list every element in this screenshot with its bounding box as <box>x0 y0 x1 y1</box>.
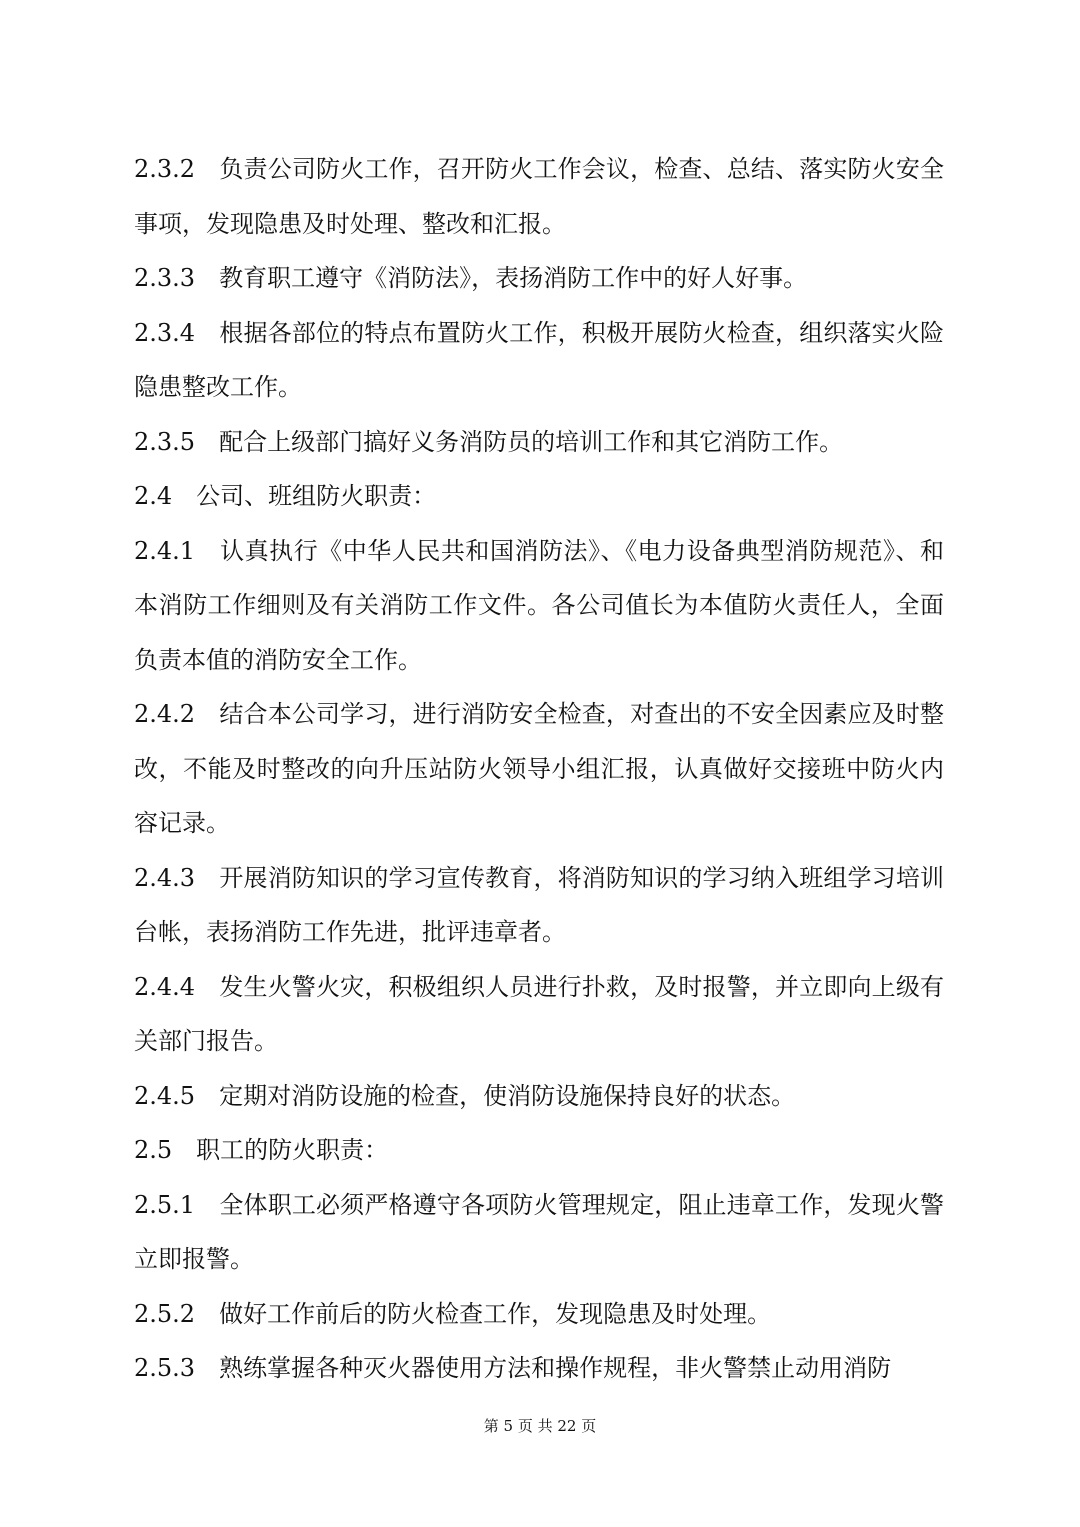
page-number-footer: 第 5 页 共 22 页 <box>483 1417 597 1435</box>
paragraph-2-5-3: 2.5.3 熟练掌握各种灭火器使用方法和操作规程，非火警禁止动用消防 <box>134 1354 892 1382</box>
paragraph-2-3-3: 2.3.3 教育职工遵守《消防法》，表扬消防工作中的好人好事。 <box>134 264 808 292</box>
paragraph-2-4-2: 2.4.2 结合本公司学习，进行消防安全检查，对查出的不安全因素应及时整改，不能及时整改的向升压站防火领导小组汇报，认真做好交接班中防火内容记录。 <box>134 700 944 837</box>
paragraph-2-4-1: 2.4.1 认真执行《中华人民共和国消防法》、《电力设备典型消防规范》、和本消防工作细则及有关消防工作文件。各公司值长为本值防火责任人，全面负责本值的消防安全工作。 <box>134 536 944 674</box>
paragraph-2-3-4: 2.3.4 根据各部位的特点布置防火工作，积极开展防火检查，组织落实火险隐患整改工作。 <box>134 318 944 401</box>
section-heading-2-5: 2.5 职工的防火职责： <box>134 1136 389 1164</box>
paragraph-2-4-3: 2.4.3 开展消防知识的学习宣传教育，将消防知识的学习纳入班组学习培训台帐，表扬消防工作先进，批评违章者。 <box>134 863 944 946</box>
paragraph-2-5-1: 2.5.1 全体职工必须严格遵守各项防火管理规定，阻止违章工作，发现火警立即报警。 <box>134 1190 944 1273</box>
document-body <box>134 142 944 1396</box>
paragraph-2-5-2: 2.5.2 做好工作前后的防火检查工作，发现隐患及时处理。 <box>134 1299 772 1328</box>
paragraph-2-4-4: 2.4.4 发生火警火灾，积极组织人员进行扑救，及时报警，并立即向上级有关部门报告。 <box>134 972 944 1055</box>
section-heading-2-4: 2.4 公司、班组防火职责： <box>134 482 437 510</box>
paragraph-2-3-5: 2.3.5 配合上级部门搞好义务消防员的培训工作和其它消防工作。 <box>134 427 844 456</box>
paragraph-2-4-5: 2.4.5 定期对消防设施的检查，使消防设施保持良好的状态。 <box>134 1081 796 1110</box>
paragraph-2-3-2: 2.3.2 负责公司防火工作，召开防火工作会议，检查、总结、落实防火安全事项，发现隐患及时处理、整改和汇报。 <box>134 155 944 238</box>
